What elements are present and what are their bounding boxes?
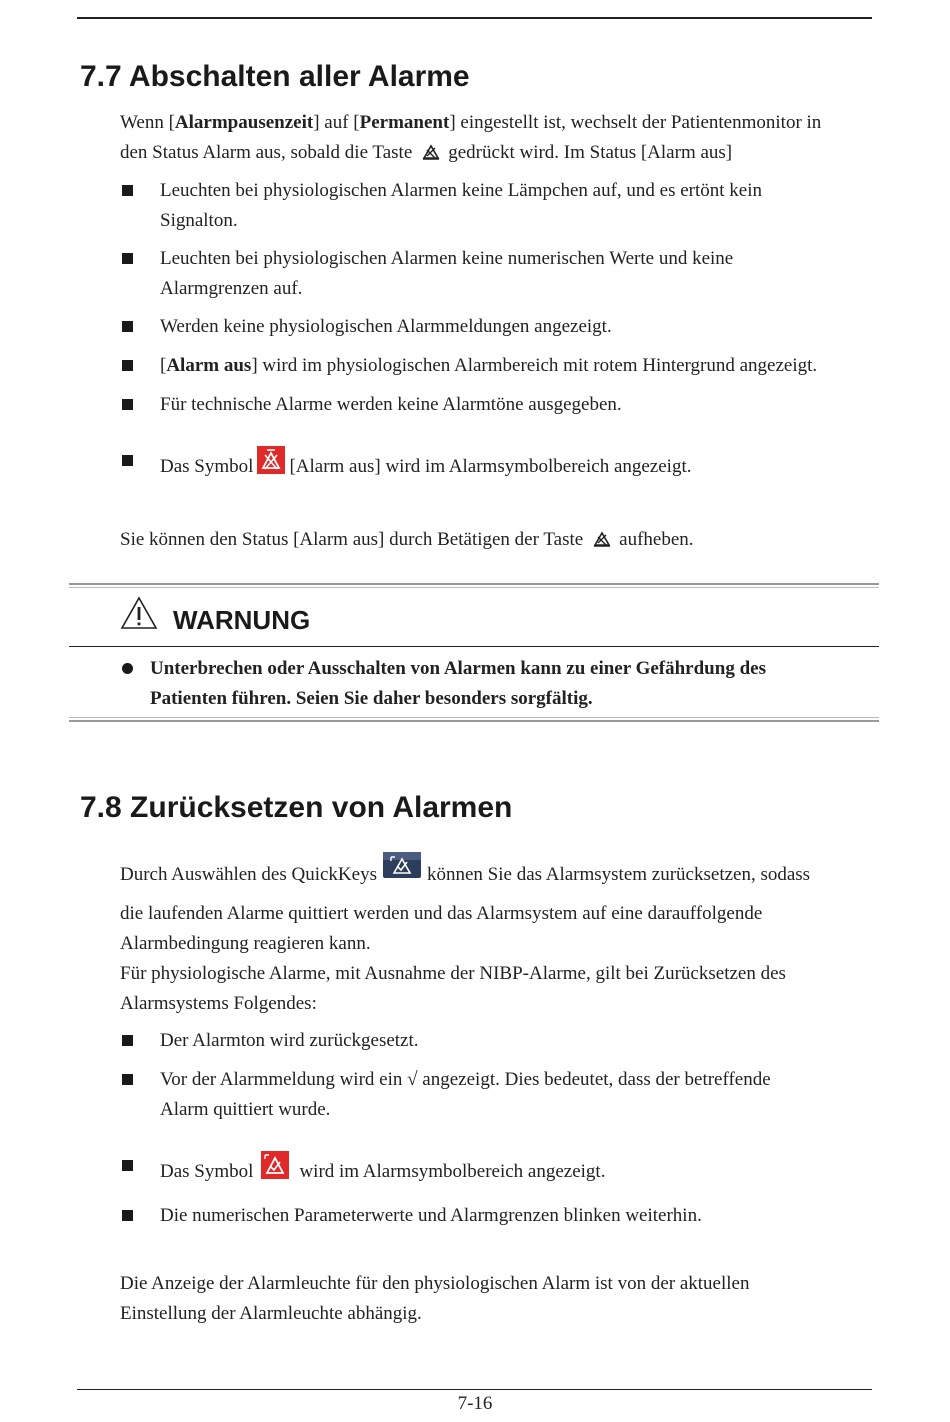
bullet-square	[122, 1160, 133, 1171]
page-number: 7-16	[457, 1393, 493, 1414]
alarm-reset-quickkey-icon	[383, 852, 421, 878]
bullet-square	[122, 360, 133, 371]
warning-title: WARNUNG	[173, 605, 311, 635]
warning-text: Unterbrechen oder Ausschalten von Alarmen kann zu einer Gefährdung des Patienten führen. Seien Sie daher besonders sorgfältig.	[150, 658, 766, 709]
bullet-square	[122, 185, 133, 196]
bullet-square	[122, 399, 133, 410]
warning-border-bottom	[69, 720, 879, 722]
bullet-square	[122, 253, 133, 264]
closing-paragraph-7-8: Die Anzeige der Alarmleuchte für den physiologischen Alarm ist von der aktuellen Einstellung der Alarmleuchte abhängig.	[120, 1273, 750, 1324]
header-rule	[77, 17, 872, 19]
reset-paragraph: die laufenden Alarme quittiert werden und das Alarmsystem auf eine darauffolgende Alarmbedingung reagieren kann. Für physiologische Alarme, mit Ausnahme der NIBP-Alarme, gilt bei Zurücksetzen des Alarmsystems Folgendes:	[120, 903, 786, 1014]
bullet-square	[122, 1035, 133, 1046]
red-alarm-reset-icon	[261, 1151, 289, 1179]
footer-rule	[77, 1389, 872, 1390]
bell-crossed-icon	[591, 530, 613, 548]
bullet-square	[122, 1074, 133, 1085]
section-title-7-7: 7.7 Abschalten aller Alarme	[80, 60, 470, 93]
warning-border-top-inner	[69, 587, 879, 588]
warning-triangle-icon	[120, 596, 158, 630]
red-alarm-off-icon	[257, 446, 285, 474]
intro-paragraph: Wenn [Alarmpausenzeit] auf [Permanent] eingestellt ist, wechselt der Patientenmonitor in den Status Alarm aus, sobald die Taste gedrückt wird. Im Status [Alarm aus]	[120, 112, 822, 163]
bullet-dot	[122, 663, 133, 674]
warning-divider	[69, 646, 879, 647]
bullet-square	[122, 1210, 133, 1221]
closing-paragraph-7-7: Sie können den Status [Alarm aus] durch Betätigen der Taste aufheben.	[120, 529, 694, 550]
bullet-square	[122, 455, 133, 466]
bell-crossed-icon	[420, 143, 442, 161]
bullet-square	[122, 321, 133, 332]
section-title-7-8: 7.8 Zurücksetzen von Alarmen	[80, 791, 513, 824]
warning-border-top	[69, 583, 879, 585]
warning-border-bottom-inner	[69, 717, 879, 718]
quickkey-paragraph: Durch Auswählen des QuickKeys können Sie das Alarmsystem zurücksetzen, sodass	[120, 852, 880, 895]
